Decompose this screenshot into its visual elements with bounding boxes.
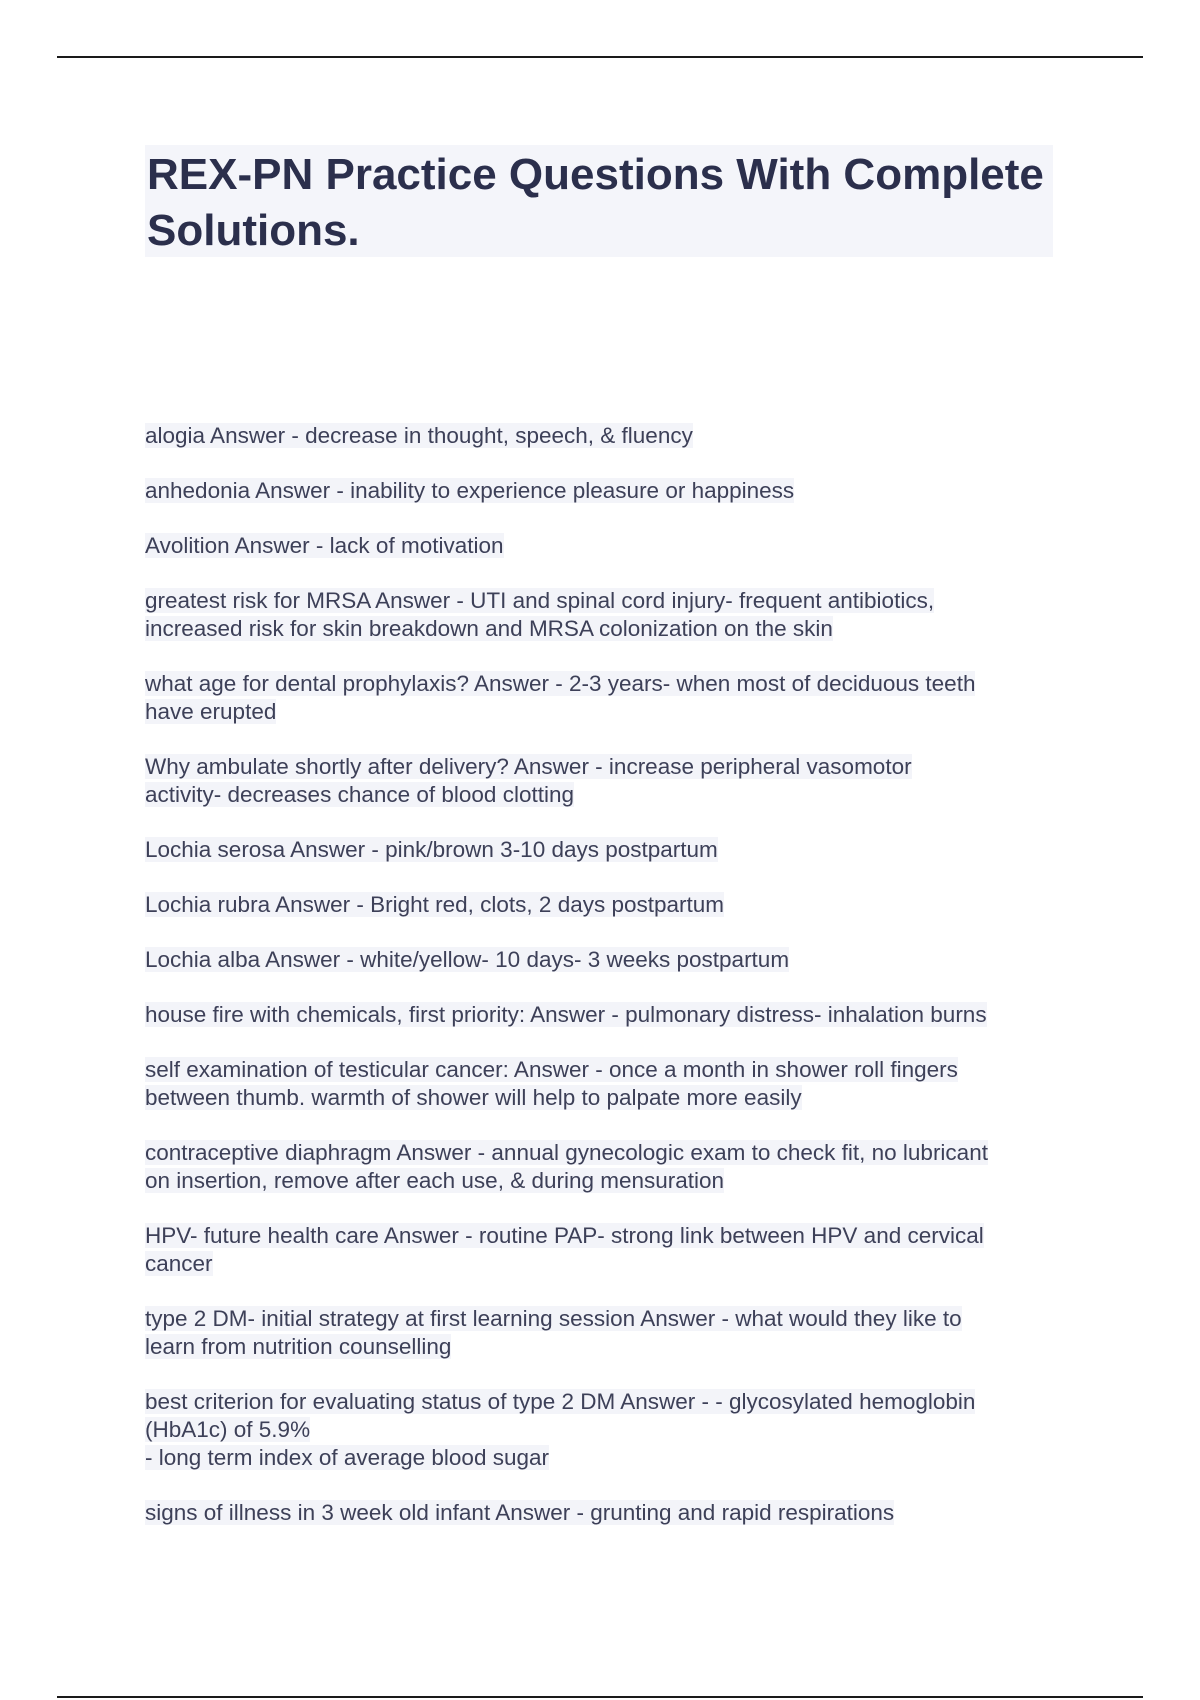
qa-line-row bbox=[145, 1305, 1065, 1333]
bottom-rule bbox=[57, 1696, 1143, 1698]
qa-list bbox=[145, 422, 1065, 1554]
qa-item bbox=[145, 1305, 1065, 1361]
qa-line-row bbox=[145, 670, 1065, 698]
qa-line: contraceptive diaphragm Answer - annual gynecologic exam to check fit, no lubricant bbox=[145, 1140, 988, 1165]
qa-line-row bbox=[145, 422, 1065, 450]
qa-line-row bbox=[145, 615, 1065, 643]
qa-item bbox=[145, 753, 1065, 809]
qa-line: type 2 DM- initial strategy at first learning session Answer - what would they like to bbox=[145, 1306, 962, 1331]
qa-line: self examination of testicular cancer: Answer - once a month in shower roll fingers bbox=[145, 1057, 958, 1082]
qa-item bbox=[145, 836, 1065, 864]
qa-item bbox=[145, 477, 1065, 505]
qa-line: what age for dental prophylaxis? Answer - 2-3 years- when most of deciduous teeth bbox=[145, 671, 976, 696]
title-block bbox=[145, 145, 1053, 257]
qa-line: learn from nutrition counselling bbox=[145, 1334, 452, 1359]
qa-line-row bbox=[145, 1250, 1065, 1278]
qa-line: Why ambulate shortly after delivery? Answer - increase peripheral vasomotor bbox=[145, 754, 912, 779]
qa-line-row bbox=[145, 781, 1065, 809]
qa-line: Lochia alba Answer - white/yellow- 10 days- 3 weeks postpartum bbox=[145, 947, 790, 972]
qa-line: activity- decreases chance of blood clotting bbox=[145, 782, 574, 807]
qa-item bbox=[145, 891, 1065, 919]
qa-line: alogia Answer - decrease in thought, speech, & fluency bbox=[145, 423, 693, 448]
qa-line-row bbox=[145, 1499, 1065, 1527]
qa-line: greatest risk for MRSA Answer - UTI and spinal cord injury- frequent antibiotics, bbox=[145, 588, 935, 613]
qa-line-row bbox=[145, 753, 1065, 781]
qa-line-row bbox=[145, 1139, 1065, 1167]
qa-line-row bbox=[145, 1167, 1065, 1195]
qa-line-row bbox=[145, 891, 1065, 919]
page-title: REX-PN Practice Questions With Complete Solutions. bbox=[147, 150, 1044, 255]
qa-line-row bbox=[145, 1222, 1065, 1250]
qa-item bbox=[145, 1388, 1065, 1472]
qa-line: Avolition Answer - lack of motivation bbox=[145, 533, 504, 558]
qa-line: cancer bbox=[145, 1251, 213, 1276]
qa-item bbox=[145, 1499, 1065, 1527]
qa-line-row bbox=[145, 1001, 1065, 1029]
qa-item bbox=[145, 422, 1065, 450]
qa-line-row bbox=[145, 532, 1065, 560]
qa-item bbox=[145, 587, 1065, 643]
qa-line: Lochia rubra Answer - Bright red, clots, 2 days postpartum bbox=[145, 892, 725, 917]
qa-item bbox=[145, 1056, 1065, 1112]
qa-item bbox=[145, 946, 1065, 974]
qa-line: on insertion, remove after each use, & during mensuration bbox=[145, 1168, 725, 1193]
qa-line: house fire with chemicals, first priority: Answer - pulmonary distress- inhalation burns bbox=[145, 1002, 987, 1027]
qa-line-row bbox=[145, 587, 1065, 615]
qa-line-row bbox=[145, 1084, 1065, 1112]
qa-line: increased risk for skin breakdown and MRSA colonization on the skin bbox=[145, 616, 833, 641]
qa-line: (HbA1c) of 5.9% bbox=[145, 1417, 311, 1442]
qa-item bbox=[145, 670, 1065, 726]
qa-line-row bbox=[145, 1333, 1065, 1361]
qa-line: HPV- future health care Answer - routine PAP- strong link between HPV and cervical bbox=[145, 1223, 984, 1248]
qa-line: have erupted bbox=[145, 699, 277, 724]
qa-line: best criterion for evaluating status of type 2 DM Answer - - glycosylated hemoglobin bbox=[145, 1389, 976, 1414]
qa-line: Lochia serosa Answer - pink/brown 3-10 days postpartum bbox=[145, 837, 718, 862]
qa-line-row bbox=[145, 836, 1065, 864]
qa-item bbox=[145, 532, 1065, 560]
top-rule bbox=[57, 56, 1143, 58]
qa-line-row bbox=[145, 1056, 1065, 1084]
qa-line-row bbox=[145, 1416, 1065, 1444]
qa-line-row bbox=[145, 477, 1065, 505]
qa-item bbox=[145, 1139, 1065, 1195]
qa-line: between thumb. warmth of shower will help to palpate more easily bbox=[145, 1085, 802, 1110]
qa-line-row bbox=[145, 946, 1065, 974]
qa-item bbox=[145, 1222, 1065, 1278]
qa-item bbox=[145, 1001, 1065, 1029]
qa-line: anhedonia Answer - inability to experience pleasure or happiness bbox=[145, 478, 795, 503]
qa-line-row bbox=[145, 698, 1065, 726]
qa-line: - long term index of average blood sugar bbox=[145, 1445, 549, 1470]
qa-line-row bbox=[145, 1388, 1065, 1416]
qa-line: signs of illness in 3 week old infant Answer - grunting and rapid respirations bbox=[145, 1500, 895, 1525]
qa-line-row bbox=[145, 1444, 1065, 1472]
